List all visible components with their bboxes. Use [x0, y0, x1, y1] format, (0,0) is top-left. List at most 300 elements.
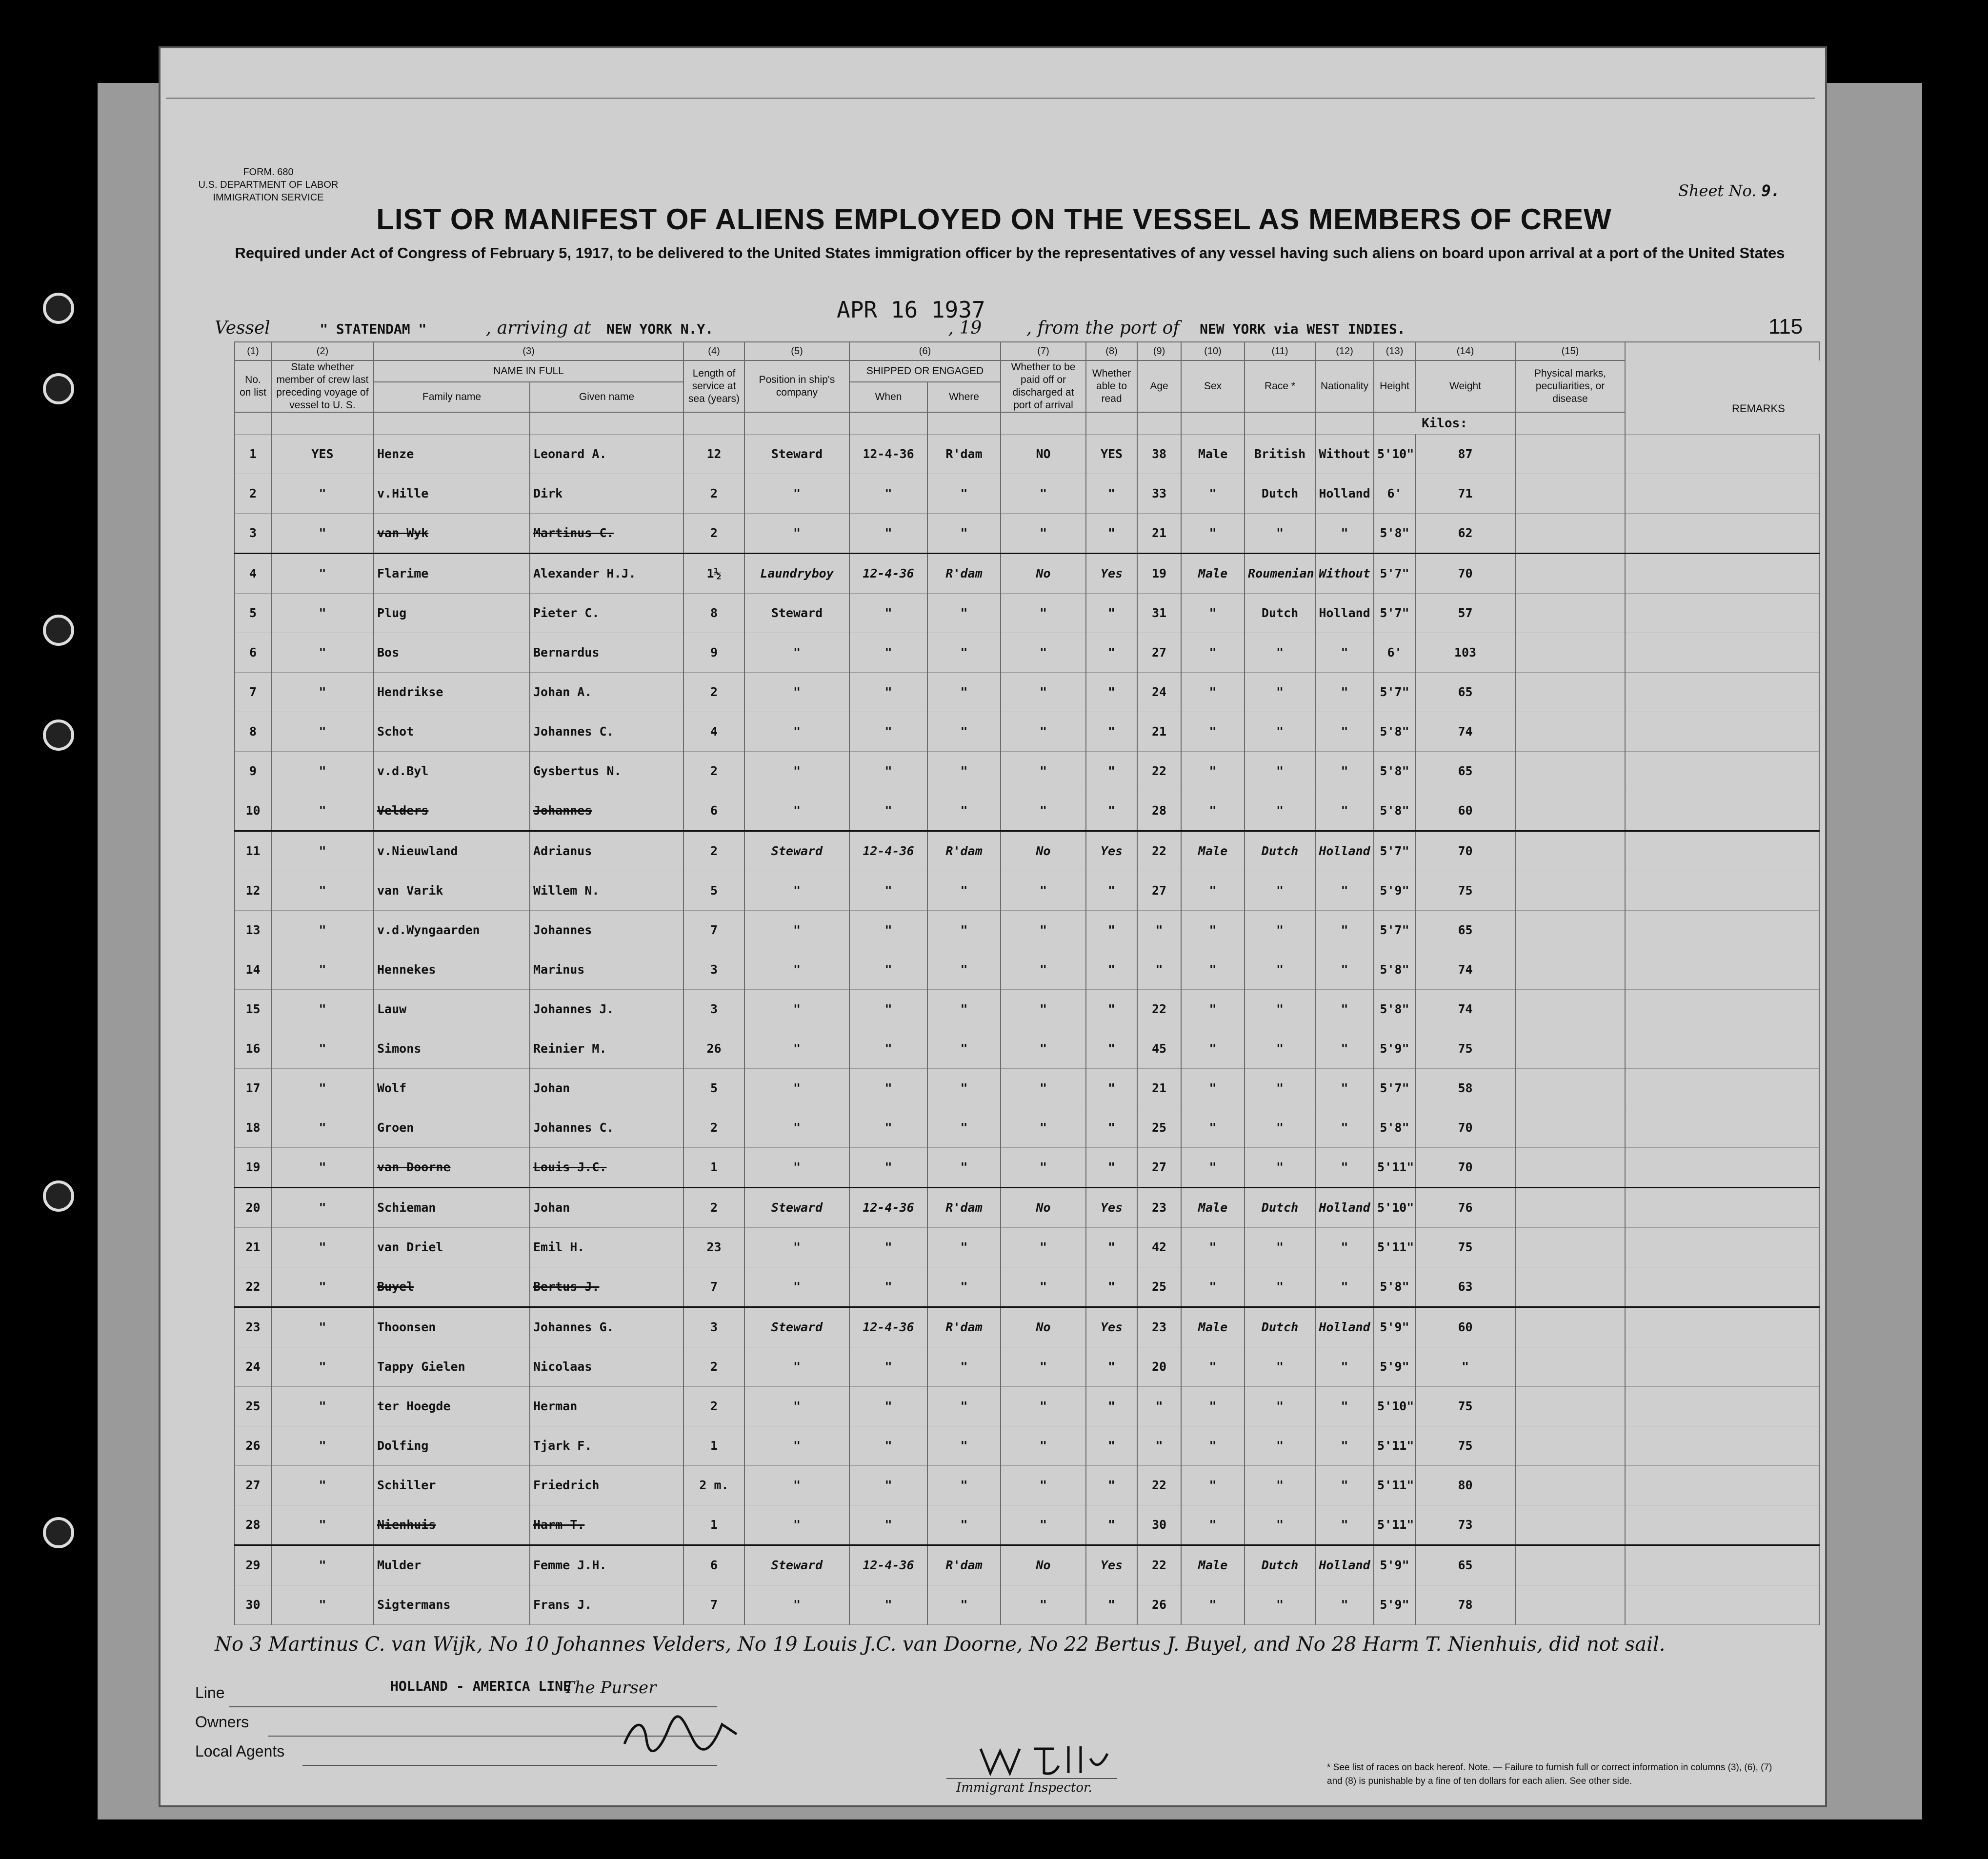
arrival-port: NEW YORK N.Y.	[606, 321, 714, 337]
cell-nat: Holland	[1315, 1545, 1374, 1585]
cell-where: "	[927, 593, 1001, 633]
cell-sex: "	[1181, 1505, 1245, 1545]
cell-fam: Dolfing	[374, 1426, 530, 1465]
cell-pos: "	[744, 474, 849, 513]
cell-ht: 5'11"	[1374, 1227, 1415, 1267]
cell-when: "	[849, 593, 927, 633]
cell-ht: 5'9"	[1374, 871, 1415, 910]
cell-sex: "	[1181, 712, 1245, 751]
cell-prev: "	[271, 831, 374, 871]
cell-physical	[1515, 1465, 1625, 1505]
cell-sex: "	[1181, 1029, 1245, 1068]
cell-no: 19	[235, 1147, 271, 1187]
cell-no: 14	[235, 950, 271, 989]
col-num: (14)	[1415, 342, 1515, 360]
cell-paid: "	[1001, 989, 1086, 1029]
inspector-underline	[946, 1778, 1117, 1779]
header-nationality: Nationality	[1315, 360, 1374, 412]
cell-remarks	[1625, 989, 1819, 1029]
cell-nat: "	[1315, 1029, 1374, 1068]
inspector-label: Immigrant Inspector.	[956, 1780, 1092, 1795]
header-remarks: REMARKS	[1732, 402, 1785, 415]
cell-no: 11	[235, 831, 271, 871]
cell-paid: "	[1001, 1585, 1086, 1624]
cell-read: "	[1086, 1029, 1137, 1068]
cell-prev: "	[271, 1029, 374, 1068]
cell-when: 12-4-36	[849, 1187, 927, 1227]
cell-giv: Frans J.	[530, 1585, 683, 1624]
cell-race: "	[1245, 1147, 1315, 1187]
cell-no: 8	[235, 712, 271, 751]
cell-prev: "	[271, 1347, 374, 1386]
cell-when: "	[849, 1068, 927, 1108]
cell-when: "	[849, 1147, 927, 1187]
cell-ht: 5'8"	[1374, 791, 1415, 831]
cell-paid: "	[1001, 1426, 1086, 1465]
cell-nat: "	[1315, 989, 1374, 1029]
cell-len: 2 m.	[683, 1465, 744, 1505]
cell-sex: "	[1181, 1267, 1245, 1307]
cell-wt: "	[1415, 1347, 1515, 1386]
cell-fam: Hennekes	[374, 950, 530, 989]
cell-age: 25	[1137, 1108, 1181, 1147]
cell-paid: "	[1001, 910, 1086, 950]
cell-giv: Tjark F.	[530, 1426, 683, 1465]
cell-remarks	[1625, 1426, 1819, 1465]
cell-ht: 6'	[1374, 474, 1415, 513]
cell-nat: "	[1315, 1426, 1374, 1465]
cell-race: "	[1245, 1267, 1315, 1307]
cell-ht: 5'7"	[1374, 1068, 1415, 1108]
crew-manifest-table	[234, 341, 1820, 1625]
cell-paid: "	[1001, 751, 1086, 791]
sheet-edge-rule	[166, 98, 1815, 99]
cell-fam: Sigtermans	[374, 1585, 530, 1624]
cell-giv: Johan A.	[530, 672, 683, 712]
table-row	[235, 1029, 1819, 1068]
cell-wt: 75	[1415, 1426, 1515, 1465]
cell-physical	[1515, 1147, 1625, 1187]
cell-ht: 5'10"	[1374, 1187, 1415, 1227]
cell-age: "	[1137, 910, 1181, 950]
cell-read: "	[1086, 672, 1137, 712]
cell-physical	[1515, 1426, 1625, 1465]
cell-remarks	[1625, 553, 1819, 593]
cell-no: 29	[235, 1545, 271, 1585]
footer-labels	[195, 1678, 284, 1766]
col-num: (2)	[271, 342, 374, 360]
cell-physical	[1515, 989, 1625, 1029]
table-row	[235, 1465, 1819, 1505]
cell-age: 27	[1137, 1147, 1181, 1187]
cell-read: Yes	[1086, 1187, 1137, 1227]
cell-physical	[1515, 474, 1625, 513]
form-header	[185, 166, 351, 204]
cell-giv: Leonard A.	[530, 434, 683, 474]
punch-hole	[43, 720, 74, 751]
cell-ht: 5'8"	[1374, 513, 1415, 553]
cell-sex: "	[1181, 593, 1245, 633]
cell-wt: 62	[1415, 513, 1515, 553]
cell-wt: 70	[1415, 1108, 1515, 1147]
cell-remarks	[1625, 1347, 1819, 1386]
line-underline	[229, 1706, 717, 1707]
cell-remarks	[1625, 791, 1819, 831]
cell-pos: "	[744, 1505, 849, 1545]
cell-ht: 5'11"	[1374, 1465, 1415, 1505]
cell-nat: Holland	[1315, 831, 1374, 871]
cell-race: "	[1245, 1029, 1315, 1068]
cell-prev: "	[271, 593, 374, 633]
cell-sex: "	[1181, 1347, 1245, 1386]
cell-giv: Johannes C.	[530, 712, 683, 751]
cell-paid: "	[1001, 791, 1086, 831]
cell-remarks	[1625, 910, 1819, 950]
table-row	[235, 1386, 1819, 1426]
cell-wt: 103	[1415, 633, 1515, 672]
cell-pos: Steward	[744, 1307, 849, 1347]
cell-read: "	[1086, 513, 1137, 553]
cell-read: "	[1086, 1108, 1137, 1147]
cell-pos: "	[744, 1267, 849, 1307]
cell-sex: "	[1181, 513, 1245, 553]
cell-prev: "	[271, 474, 374, 513]
table-row	[235, 672, 1819, 712]
cell-len: 26	[683, 1029, 744, 1068]
cell-pos: "	[744, 1347, 849, 1386]
table-row	[235, 1505, 1819, 1545]
cell-no: 27	[235, 1465, 271, 1505]
header-name-in-full: NAME IN FULL	[374, 360, 683, 382]
cell-pos: Steward	[744, 434, 849, 474]
cell-paid: "	[1001, 871, 1086, 910]
table-row	[235, 1108, 1819, 1147]
cell-where: "	[927, 1147, 1001, 1187]
cell-paid: "	[1001, 1347, 1086, 1386]
cell-len: 2	[683, 1187, 744, 1227]
vessel-name: " STATENDAM "	[320, 321, 427, 337]
header-prev-voyage: State whether member of crew last preceding voyage of vessel to U. S.	[271, 360, 374, 412]
cell-ht: 5'10"	[1374, 434, 1415, 474]
cell-ht: 5'9"	[1374, 1307, 1415, 1347]
cell-wt: 65	[1415, 751, 1515, 791]
cell-fam: Flarime	[374, 553, 530, 593]
cell-when: "	[849, 910, 927, 950]
cell-giv: Pieter C.	[530, 593, 683, 633]
cell-ht: 5'9"	[1374, 1029, 1415, 1068]
cell-sex: "	[1181, 1147, 1245, 1187]
cell-sex: Male	[1181, 434, 1245, 474]
cell-nat: "	[1315, 1505, 1374, 1545]
cell-len: 2	[683, 474, 744, 513]
table-row	[235, 434, 1819, 474]
cell-fam: Schieman	[374, 1187, 530, 1227]
col-num: (6)	[849, 342, 1001, 360]
col-num: (10)	[1181, 342, 1245, 360]
cell-giv: Willem N.	[530, 871, 683, 910]
cell-sex: Male	[1181, 1307, 1245, 1347]
cell-fam: Schiller	[374, 1465, 530, 1505]
sheet-number-label: Sheet No.	[1678, 181, 1757, 200]
cell-no: 10	[235, 791, 271, 831]
manifest-body	[235, 412, 1819, 1625]
cell-wt: 75	[1415, 1029, 1515, 1068]
cell-wt: 74	[1415, 712, 1515, 751]
cell-prev: "	[271, 1187, 374, 1227]
cell-where: "	[927, 633, 1001, 672]
cell-giv: Gysbertus N.	[530, 751, 683, 791]
cell-when: "	[849, 1505, 927, 1545]
cell-physical	[1515, 593, 1625, 633]
cell-age: 20	[1137, 1347, 1181, 1386]
cell-sex: Male	[1181, 831, 1245, 871]
cell-fam: Nienhuis	[374, 1505, 530, 1545]
header-family-name: Family name	[374, 382, 530, 412]
table-row	[235, 593, 1819, 633]
header-age: Age	[1137, 360, 1181, 412]
cell-remarks	[1625, 1307, 1819, 1347]
cell-pos: "	[744, 1108, 849, 1147]
cell-fam: Mulder	[374, 1545, 530, 1585]
line-label: Line	[195, 1684, 225, 1701]
cell-giv: Dirk	[530, 474, 683, 513]
cell-fam: Groen	[374, 1108, 530, 1147]
cell-paid: "	[1001, 633, 1086, 672]
cell-giv: Nicolaas	[530, 1347, 683, 1386]
header-weight: Weight	[1415, 360, 1515, 412]
cell-where: "	[927, 1426, 1001, 1465]
header-shipped-engaged: SHIPPED OR ENGAGED	[849, 360, 1001, 382]
cell-giv: Femme J.H.	[530, 1545, 683, 1585]
cell-prev: "	[271, 1227, 374, 1267]
cell-giv: Johan	[530, 1068, 683, 1108]
cell-read: "	[1086, 1147, 1137, 1187]
cell-no: 25	[235, 1386, 271, 1426]
cell-read: "	[1086, 1386, 1137, 1426]
cell-when: "	[849, 751, 927, 791]
cell-sex: "	[1181, 1108, 1245, 1147]
cell-when: "	[849, 871, 927, 910]
cell-pos: "	[744, 1426, 849, 1465]
cell-giv: Louis J.C.	[530, 1147, 683, 1187]
cell-ht: 5'8"	[1374, 751, 1415, 791]
cell-fam: v.d.Byl	[374, 751, 530, 791]
header-sex: Sex	[1181, 360, 1245, 412]
cell-paid: No	[1001, 553, 1086, 593]
cell-paid: "	[1001, 513, 1086, 553]
cell-nat: Without	[1315, 434, 1374, 474]
cell-read: "	[1086, 1465, 1137, 1505]
cell-pos: "	[744, 910, 849, 950]
cell-giv: Bernardus	[530, 633, 683, 672]
cell-age: 23	[1137, 1307, 1181, 1347]
weight-unit: Kilos:	[1374, 412, 1515, 434]
cell-giv: Johannes G.	[530, 1307, 683, 1347]
cell-fam: van Varik	[374, 871, 530, 910]
cell-when: "	[849, 1347, 927, 1386]
table-row	[235, 791, 1819, 831]
cell-sex: "	[1181, 791, 1245, 831]
cell-no: 17	[235, 1068, 271, 1108]
cell-len: 5	[683, 871, 744, 910]
cell-sex: "	[1181, 474, 1245, 513]
cell-race: "	[1245, 672, 1315, 712]
cell-read: "	[1086, 791, 1137, 831]
table-row	[235, 1227, 1819, 1267]
column-number-row	[235, 342, 1819, 360]
cell-remarks	[1625, 1585, 1819, 1624]
cell-no: 26	[235, 1426, 271, 1465]
cell-nat: "	[1315, 1585, 1374, 1624]
cell-pos: "	[744, 791, 849, 831]
cell-pos: "	[744, 1227, 849, 1267]
cell-where: "	[927, 1347, 1001, 1386]
cell-no: 4	[235, 553, 271, 593]
cell-race: "	[1245, 633, 1315, 672]
department-name: U.S. DEPARTMENT OF LABOR	[198, 180, 339, 190]
cell-sex: "	[1181, 871, 1245, 910]
cell-race: Dutch	[1245, 593, 1315, 633]
cell-nat: "	[1315, 871, 1374, 910]
cell-fam: Henze	[374, 434, 530, 474]
cell-fam: Schot	[374, 712, 530, 751]
cell-where: "	[927, 950, 1001, 989]
document-subtitle: Required under Act of Congress of February 5, 1917, to be delivered to the United States immigration officer by the representatives of any vessel having such aliens on board upon arrival at a port of the United States	[235, 244, 1785, 261]
cell-race: "	[1245, 712, 1315, 751]
cell-age: 38	[1137, 434, 1181, 474]
cell-physical	[1515, 950, 1625, 989]
cell-prev: "	[271, 1108, 374, 1147]
cell-ht: 5'8"	[1374, 989, 1415, 1029]
agents-underline	[302, 1765, 717, 1766]
cell-age: 22	[1137, 751, 1181, 791]
header-length-service: Length of service at sea (years)	[683, 360, 744, 412]
cell-age: 27	[1137, 633, 1181, 672]
cell-wt: 71	[1415, 474, 1515, 513]
cell-pos: "	[744, 672, 849, 712]
cell-age: 22	[1137, 989, 1181, 1029]
cell-len: 7	[683, 1267, 744, 1307]
table-row	[235, 474, 1819, 513]
cell-giv: Johan	[530, 1187, 683, 1227]
cell-nat: "	[1315, 1267, 1374, 1307]
cell-when: "	[849, 1108, 927, 1147]
cell-age: 22	[1137, 1545, 1181, 1585]
cell-nat: "	[1315, 513, 1374, 553]
cell-paid: "	[1001, 672, 1086, 712]
cell-giv: Marinus	[530, 950, 683, 989]
cell-where: "	[927, 513, 1001, 553]
cell-fam: Velders	[374, 791, 530, 831]
cell-when: 12-4-36	[849, 434, 927, 474]
vessel-line	[215, 318, 1406, 338]
cell-when: "	[849, 672, 927, 712]
cell-len: 2	[683, 1347, 744, 1386]
cell-when: "	[849, 1267, 927, 1307]
cell-remarks	[1625, 513, 1819, 553]
cell-giv: Adrianus	[530, 831, 683, 871]
cell-where: "	[927, 1267, 1001, 1307]
cell-remarks	[1625, 1505, 1819, 1545]
cell-paid: "	[1001, 1505, 1086, 1545]
owners-label: Owners	[195, 1713, 249, 1731]
cell-no: 24	[235, 1347, 271, 1386]
cell-pos: Steward	[744, 1187, 849, 1227]
cell-remarks	[1625, 672, 1819, 712]
cell-remarks	[1625, 633, 1819, 672]
cell-remarks	[1625, 1147, 1819, 1187]
cell-age: 28	[1137, 791, 1181, 831]
cell-nat: "	[1315, 1386, 1374, 1426]
cell-age: 25	[1137, 1267, 1181, 1307]
cell-pos: "	[744, 1585, 849, 1624]
cell-when: 12-4-36	[849, 831, 927, 871]
cell-when: "	[849, 1585, 927, 1624]
cell-pos: "	[744, 871, 849, 910]
service-name: IMMIGRATION SERVICE	[213, 192, 324, 203]
cell-ht: 5'7"	[1374, 593, 1415, 633]
cell-physical	[1515, 791, 1625, 831]
cell-sex: "	[1181, 989, 1245, 1029]
cell-len: 1½	[683, 553, 744, 593]
cell-giv: Harm T.	[530, 1505, 683, 1545]
cell-where: "	[927, 1585, 1001, 1624]
cell-age: 26	[1137, 1585, 1181, 1624]
cell-sex: "	[1181, 672, 1245, 712]
cell-wt: 60	[1415, 1307, 1515, 1347]
cell-race: "	[1245, 989, 1315, 1029]
cell-read: "	[1086, 593, 1137, 633]
cell-paid: No	[1001, 1187, 1086, 1227]
cell-nat: "	[1315, 672, 1374, 712]
table-row	[235, 1068, 1819, 1108]
cell-pos: "	[744, 950, 849, 989]
cell-len: 23	[683, 1227, 744, 1267]
cell-len: 2	[683, 672, 744, 712]
cell-read: Yes	[1086, 831, 1137, 871]
table-row	[235, 712, 1819, 751]
cell-physical	[1515, 751, 1625, 791]
cell-pos: Steward	[744, 1545, 849, 1585]
cell-paid: No	[1001, 1307, 1086, 1347]
cell-prev: "	[271, 1386, 374, 1426]
cell-ht: 5'7"	[1374, 553, 1415, 593]
cell-age: 23	[1137, 1187, 1181, 1227]
cell-nat: "	[1315, 1465, 1374, 1505]
cell-where: "	[927, 910, 1001, 950]
cell-age: 27	[1137, 871, 1181, 910]
cell-nat: "	[1315, 1108, 1374, 1147]
cell-read: "	[1086, 712, 1137, 751]
cell-fam: Bos	[374, 633, 530, 672]
cell-sex: "	[1181, 1386, 1245, 1426]
cell-remarks	[1625, 1187, 1819, 1227]
cell-len: 12	[683, 434, 744, 474]
cell-len: 9	[683, 633, 744, 672]
cell-physical	[1515, 672, 1625, 712]
cell-fam: Buyel	[374, 1267, 530, 1307]
cell-where: "	[927, 1108, 1001, 1147]
cell-prev: "	[271, 633, 374, 672]
cell-where: R'dam	[927, 1187, 1001, 1227]
table-row	[235, 1267, 1819, 1307]
cell-physical	[1515, 1227, 1625, 1267]
cell-age: 22	[1137, 1465, 1181, 1505]
cell-prev: YES	[271, 434, 374, 474]
cell-remarks	[1625, 712, 1819, 751]
cell-when: "	[849, 1386, 927, 1426]
cell-remarks	[1625, 1068, 1819, 1108]
